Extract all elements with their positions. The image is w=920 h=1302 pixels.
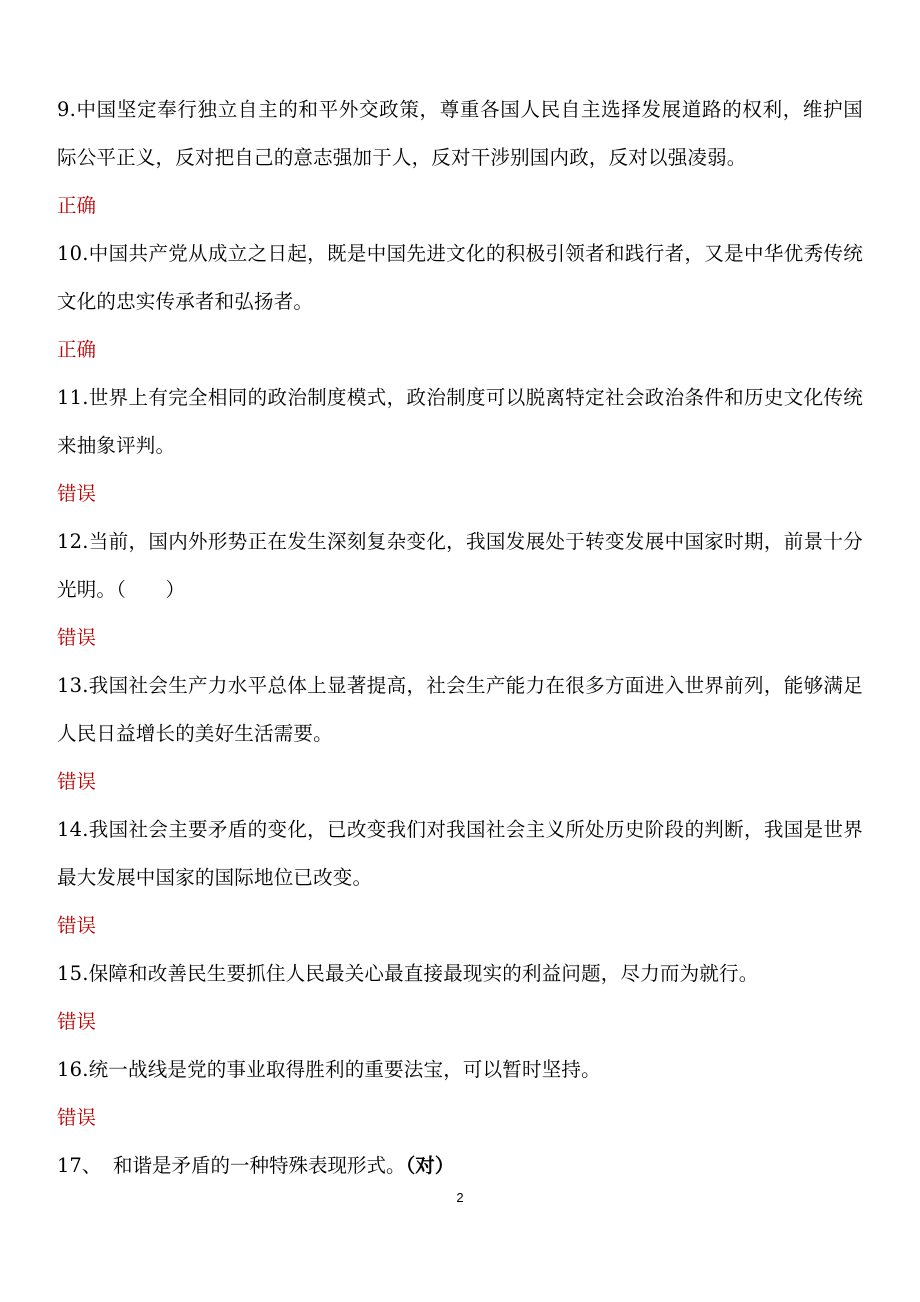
question-16: 16.统一战线是党的事业取得胜利的重要法宝，可以暂时坚持。 bbox=[57, 1058, 601, 1081]
answer-16: 错误 bbox=[57, 1106, 97, 1129]
question-list bbox=[57, 86, 863, 1190]
answer-12: 错误 bbox=[57, 626, 97, 649]
question-17-text: 和谐是矛盾的一种特殊表现形式。 bbox=[113, 1154, 406, 1177]
question-17 bbox=[57, 1142, 863, 1190]
question-10: 10.中国共产党从成立之日起，既是中国先进文化的积极引领者和践行者，又是中华优秀传统文化的忠实传承者和弘扬者。 bbox=[57, 242, 863, 313]
question-11: 11.世界上有完全相同的政治制度模式，政治制度可以脱离特定社会政治条件和历史文化传统来抽象评判。 bbox=[57, 386, 863, 457]
question-17-answer: （对） bbox=[405, 1154, 455, 1177]
answer-13: 错误 bbox=[57, 770, 97, 793]
answer-10: 正确 bbox=[57, 338, 97, 361]
question-9: 9.中国坚定奉行独立自主的和平外交政策，尊重各国人民自主选择发展道路的权利，维护国际公平正义，反对把自己的意志强加于人，反对干涉别国内政，反对以强凌弱。 bbox=[57, 98, 863, 169]
question-14: 14.我国社会主要矛盾的变化，已改变我们对我国社会主义所处历史阶段的判断，我国是世界最大发展中国家的国际地位已改变。 bbox=[57, 818, 863, 889]
question-12: 12.当前，国内外形势正在发生深刻复杂变化，我国发展处于转变发展中国家时期，前景十分光明。（ ） bbox=[57, 530, 863, 601]
answer-14: 错误 bbox=[57, 914, 97, 937]
page-number: 2 bbox=[456, 1190, 464, 1205]
question-15: 15.保障和改善民生要抓住人民最关心最直接最现实的利益问题，尽力而为就行。 bbox=[57, 962, 759, 985]
answer-9: 正确 bbox=[57, 194, 97, 217]
question-17-number: 17、 bbox=[57, 1154, 102, 1177]
answer-11: 错误 bbox=[57, 482, 97, 505]
answer-15: 错误 bbox=[57, 1010, 97, 1033]
question-13: 13.我国社会生产力水平总体上显著提高，社会生产能力在很多方面进入世界前列，能够满足人民日益增长的美好生活需要。 bbox=[57, 674, 863, 745]
